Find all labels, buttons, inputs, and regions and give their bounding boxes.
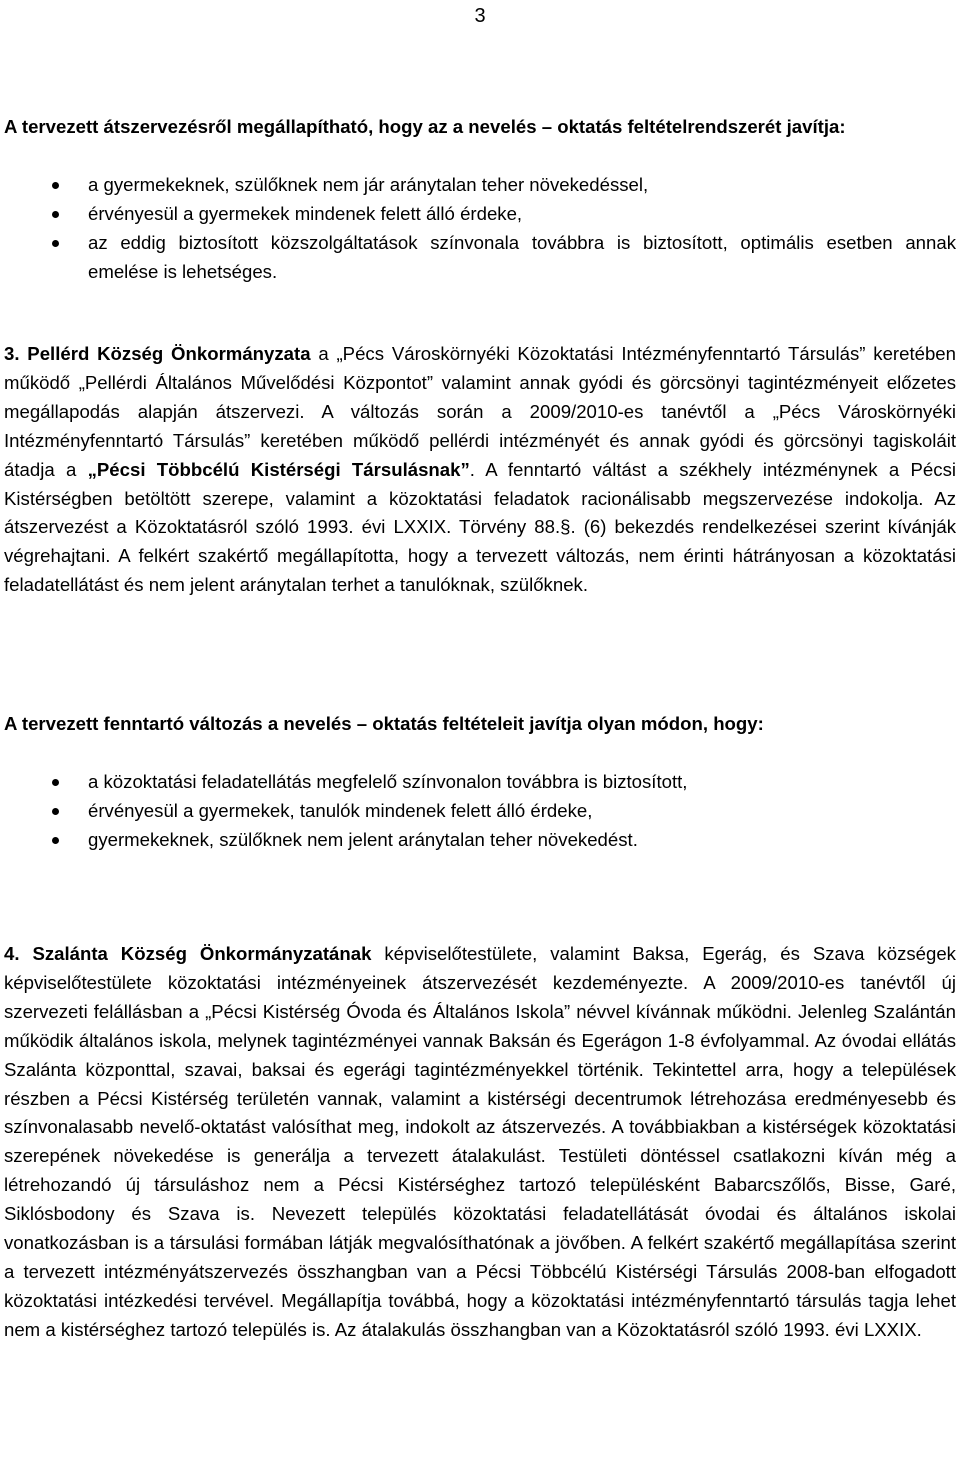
bullet-icon bbox=[52, 240, 59, 247]
section-3-paragraph bbox=[4, 340, 956, 600]
list-item-text: az eddig biztosított közszolgáltatások színvonala továbbra is biztosított, optimális esetben annak emelése is lehetséges. bbox=[88, 231, 956, 282]
bullet-icon bbox=[52, 779, 59, 786]
list-item bbox=[4, 826, 956, 855]
fenntarto-list bbox=[4, 768, 956, 855]
list-item-text: a közoktatási feladatellátás megfelelő színvonalon továbbra is biztosított, bbox=[88, 771, 688, 792]
list-item bbox=[4, 171, 956, 200]
fenntarto-heading: A tervezett fenntartó változás a nevelés – oktatás feltételeit javítja olyan módon, hogy: bbox=[4, 713, 764, 734]
list-item-text: gyermekeknek, szülőknek nem jelent aránytalan teher növekedést. bbox=[88, 828, 638, 850]
section-4-lead: 4. Szalánta Község Önkormányzatának bbox=[4, 943, 372, 964]
bullet-icon bbox=[52, 837, 59, 844]
improvement-list bbox=[4, 171, 956, 287]
section-3-bold-name: „Pécsi Többcélú Kistérségi Társulásnak” bbox=[87, 458, 470, 480]
page-number: 3 bbox=[474, 5, 486, 27]
list-item-text: a gyermekeknek, szülőknek nem jár aránytalan teher növekedéssel, bbox=[88, 174, 649, 195]
bullet-icon bbox=[52, 808, 59, 815]
list-item bbox=[4, 768, 956, 797]
list-item bbox=[4, 229, 956, 287]
section-4-paragraph bbox=[4, 940, 956, 1345]
bullet-icon bbox=[52, 211, 59, 218]
intro-heading: A tervezett átszervezésről megállapítható, hogy az a nevelés – oktatás feltételrendszerét javítja: bbox=[4, 116, 846, 137]
list-item bbox=[4, 200, 956, 229]
section-3-text-b: . A fenntartó váltást a székhely intézménynek a Pécsi Kistérségben betöltött szerepe, valamint a közoktatási feladatok racionálisabb megszervezése indokolja. Az átszervezést a Közoktatásról szóló 1993. évi LXXIX. Törvény 88.§. (6) bekezdés rendelkezései szerint kívánják végrehajtani. A felkért szakértő megállapította, hogy a tervezett változás, nem érinti hátrányosan a közoktatási feladatellátást és nem jelent aránytalan terhet a tanulóknak, szülőknek. bbox=[4, 458, 957, 596]
bullet-icon bbox=[52, 182, 59, 189]
section-4-text: képviselőtestülete, valamint Baksa, Egerág, és Szava községek képviselőtestülete közoktatási intézményeinek átszervezését kezdeményezte. A 2009/2010-es tanévtől új szervezeti felállásban a „Pécsi Kistérség Óvoda és Általános Iskola” névvel kívánnak működni. Jelenleg Szalántán működik általános iskola, melynek tagintézményei vannak Baksán és Egerágon 1-8 évfolyammal. Az óvodai ellátás Szalánta központtal, szavai, baksai és egerági tagintézményekkel történik. Tekintettel arra, hogy a települések részben a Pécsi Kistérség területén vannak, valamint a kistérségi decentrumok létrehozása eredményesebb és színvonalasabb nevelő-oktatást valósíthat meg, indokolt az átszervezés. A továbbiakban a kistérségek közoktatási szerepének növekedése is generálja a tervezett átalakulást. Testületi döntéssel csatlakozni kíván még a létrehozandó új társuláshoz nem a Pécsi Kistérséghez tartozó településként Babarcszőlős, Bisse, Garé, Siklósbodony és Szava is. Nevezett település közoktatási feladatellátását óvodai és általános iskolai vonatkozásban is a társulási formában látják megvalósíthatónak a jövőben. A felkért szakértő megállapítása szerint a tervezett intézményátszervezés összhangban van a Pécsi Többcélú Kistérségi Társulás 2008-ban elfogadott közoktatási intézkedési tervével. Megállapítja továbbá, hogy a közoktatási intézményfenntartó társulás tagja lehet nem a kistérséghez tartozó település is. Az átalakulás összhangban van a Közoktatásról szóló 1993. évi LXXIX. bbox=[4, 943, 956, 1340]
list-item-text: érvényesül a gyermekek mindenek felett álló érdeke, bbox=[88, 202, 523, 224]
list-item-text: érvényesül a gyermekek, tanulók mindenek felett álló érdeke, bbox=[88, 799, 593, 821]
section-3-text-a: a „Pécs Városkörnyéki Közoktatási Intézményfenntartó Társulás” keretében működő „Pellérdi Általános Művelődési Központot” valamint annak gyódi és görcsönyi tagintézményeit előzetes megállapodás alapján átszervezi. A változás során a 2009/2010-es tanévtől a „Pécs Városkörnyéki Intézményfenntartó Társulás” keretében működő pellérdi intézményét és annak gyódi és görcsönyi tagiskoláit átadja a bbox=[4, 343, 956, 480]
list-item bbox=[4, 797, 956, 826]
section-3-lead: 3. Pellérd Község Önkormányzata bbox=[4, 343, 311, 364]
